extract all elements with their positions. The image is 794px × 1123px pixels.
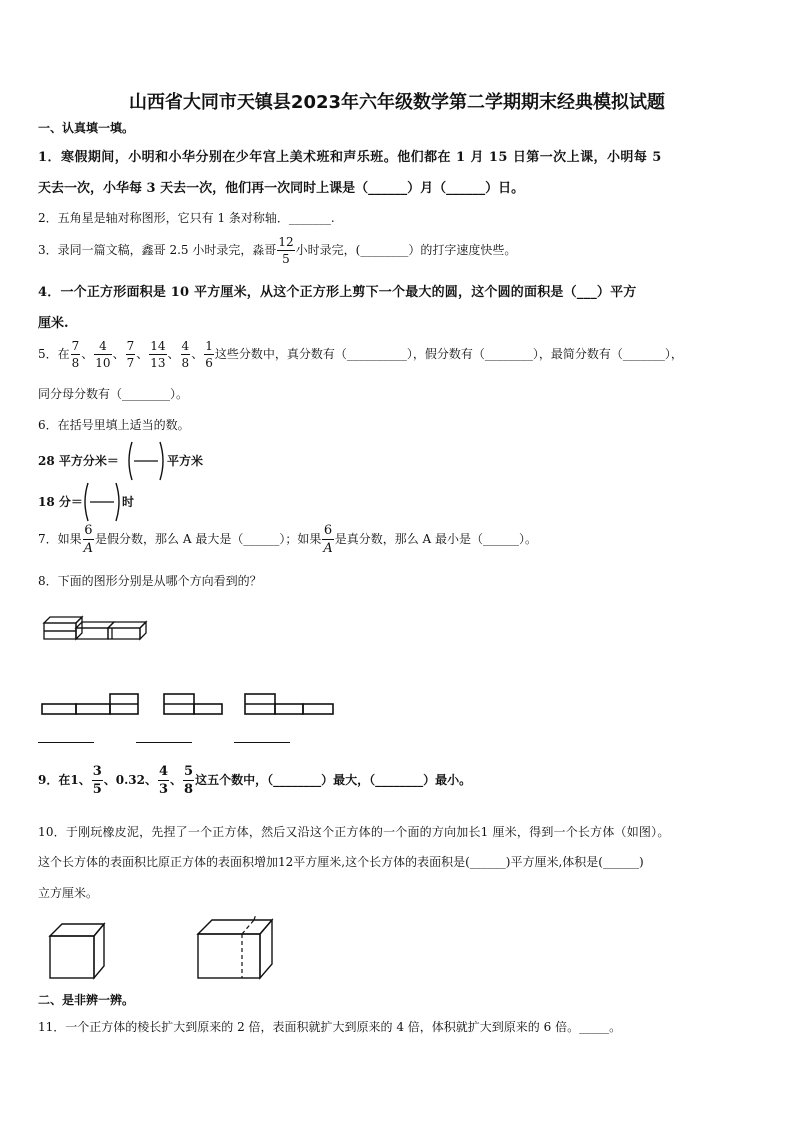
question-5-line-2: 同分母分数有（________）。 bbox=[38, 387, 189, 401]
question-11: 11．一个正方体的棱长扩大到原来的 2 倍，表面积就扩大到原来的 4 倍，体积就扩大到原来的 6 倍。_____。 bbox=[38, 1020, 622, 1034]
fraction-denominator: 6 bbox=[205, 356, 213, 370]
question-10-line-3: 立方厘米。 bbox=[38, 886, 99, 900]
question-1-line-1: 1．寒假期间，小明和小华分别在少年宫上美术班和声乐班。他们都在 1 月 15 日第一次上课，小明每 5 bbox=[38, 150, 662, 165]
fraction-numerator: 12 bbox=[278, 235, 294, 249]
fraction-3-5 bbox=[92, 765, 103, 796]
fraction-6-a-2 bbox=[322, 524, 333, 555]
fraction-numerator: 4 bbox=[181, 339, 190, 353]
fraction-6-a-1 bbox=[83, 524, 94, 555]
question-9-text-pre: 9．在1、 bbox=[38, 773, 91, 787]
question-8: 8．下面的图形分别是从哪个方向看到的？ bbox=[38, 574, 262, 588]
question-6: 6．在括号里填上适当的数。 bbox=[38, 418, 190, 432]
fraction-5-8 bbox=[183, 765, 194, 796]
question-5 bbox=[38, 340, 683, 369]
fraction-denominator: 8 bbox=[181, 356, 190, 370]
views-figure bbox=[40, 690, 340, 718]
page-title: 山西省大同市天镇县2023年六年级数学第二学期期末经典模拟试题 bbox=[128, 92, 666, 113]
fraction-numerator: 5 bbox=[184, 764, 194, 779]
separator: 、 bbox=[191, 347, 204, 361]
fraction-numerator: 7 bbox=[126, 339, 135, 353]
fraction-denominator: 8 bbox=[184, 782, 194, 797]
question-6-part-b-pre: 18 分＝ bbox=[38, 495, 83, 509]
question-5-text-post: 这些分数中，真分数有（__________），假分数有（________），最简分数有（_______）， bbox=[214, 347, 683, 361]
fraction-4-3 bbox=[158, 765, 169, 796]
paren-blank-a bbox=[126, 440, 168, 482]
fraction-4-10 bbox=[94, 340, 111, 369]
fraction-denominator: 8 bbox=[71, 356, 80, 370]
fraction-14-13 bbox=[149, 340, 166, 369]
question-10-line-1: 10．于刚玩橡皮泥，先捏了一个正方体，然后又沿这个正方体的一个面的方向加长1 厘米，得到一个长方体（如图）。 bbox=[38, 825, 670, 839]
question-3-text-pre: 3．录同一篇文稿，鑫哥 2.5 小时录完，淼哥 bbox=[38, 243, 277, 257]
fraction-denominator: 3 bbox=[158, 782, 169, 797]
separator: 、 bbox=[112, 347, 125, 361]
question-3-text-post: 小时录完，(________）的打字速度快些。 bbox=[295, 243, 517, 257]
question-1-line-2: 天去一次，小华每 3 天去一次，他们再一次同时上课是（______）月（______）日。 bbox=[38, 181, 525, 196]
question-5-text-pre: 5．在 bbox=[38, 347, 70, 361]
fraction-12-5 bbox=[277, 236, 294, 265]
fraction-numerator: 14 bbox=[150, 339, 166, 353]
fraction-1-6 bbox=[204, 340, 214, 369]
question-9-text-post: 这五个数中，（________）最大，（________）最小。 bbox=[195, 773, 472, 787]
cuboid-figure bbox=[196, 914, 276, 980]
question-7 bbox=[38, 524, 537, 555]
paren-blank-b bbox=[82, 481, 124, 523]
fraction-numerator: 7 bbox=[71, 339, 80, 353]
question-9-text-mid-1: 、0.32、 bbox=[103, 773, 157, 787]
cube-figure bbox=[48, 922, 110, 980]
question-6-part-b-post: 时 bbox=[122, 495, 135, 509]
answer-blank-3[interactable] bbox=[234, 742, 290, 743]
fraction-denominator: 5 bbox=[277, 250, 294, 265]
question-6-part-a-pre: 28 平方分米＝ bbox=[38, 454, 119, 468]
question-3 bbox=[38, 236, 516, 265]
fraction-denominator: A bbox=[323, 541, 333, 556]
fraction-denominator: 7 bbox=[126, 356, 135, 370]
section-2-heading: 二、是非辨一辨。 bbox=[38, 993, 135, 1007]
question-4-line-1: 4．一个正方形面积是 10 平方厘米，从这个正方形上剪下一个最大的圆，这个圆的面积是（___）平方 bbox=[38, 285, 637, 300]
fraction-denominator: A bbox=[83, 541, 94, 556]
fraction-denominator: 10 bbox=[95, 356, 111, 370]
fraction-numerator: 6 bbox=[323, 523, 333, 538]
question-9-text-mid-2: 、 bbox=[170, 773, 183, 787]
separator: 、 bbox=[81, 347, 94, 361]
separator: 、 bbox=[167, 347, 180, 361]
question-7-text-pre: 7．如果 bbox=[38, 532, 82, 546]
fraction-numerator: 3 bbox=[92, 764, 102, 779]
fraction-numerator: 6 bbox=[84, 523, 93, 538]
question-7-text-mid: 是假分数，那么 A 最大是（______）；如果 bbox=[95, 532, 322, 546]
answer-blank-1[interactable] bbox=[38, 742, 94, 743]
fraction-denominator: 5 bbox=[92, 782, 102, 797]
section-1-heading: 一、认真填一填。 bbox=[38, 121, 135, 135]
question-7-text-post: 是真分数，那么 A 最小是（______）。 bbox=[334, 532, 538, 546]
question-10-line-2: 这个长方体的表面积比原正方体的表面积增加12平方厘米,这个长方体的表面积是(______)平方厘米,体积是(______) bbox=[38, 855, 644, 869]
fraction-denominator: 13 bbox=[150, 356, 166, 370]
fraction-numerator: 4 bbox=[158, 764, 169, 779]
question-2: 2．五角星是轴对称图形，它只有 1 条对称轴．_______. bbox=[38, 211, 335, 225]
answer-blank-2[interactable] bbox=[136, 742, 192, 743]
fraction-numerator: 1 bbox=[205, 339, 213, 353]
separator: 、 bbox=[136, 347, 149, 361]
fraction-4-8 bbox=[181, 340, 191, 369]
question-9 bbox=[38, 765, 471, 796]
fraction-numerator: 4 bbox=[99, 339, 107, 353]
fraction-7-8 bbox=[71, 340, 81, 369]
question-6-part-a-post: 平方米 bbox=[167, 454, 204, 468]
question-4-line-2: 厘米. bbox=[38, 316, 69, 331]
fraction-7-7 bbox=[126, 340, 136, 369]
cube-stack-figure bbox=[40, 614, 160, 644]
